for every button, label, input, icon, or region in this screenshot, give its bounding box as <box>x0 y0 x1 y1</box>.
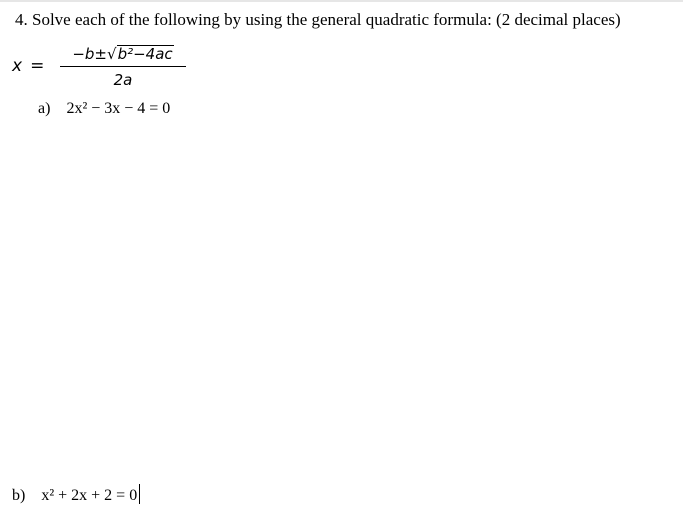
radical-sign: √ <box>107 45 117 63</box>
top-rule <box>0 0 683 2</box>
part-b <box>12 484 140 505</box>
radicand: b²−4ac <box>117 45 173 63</box>
part-a-equation: 2x² − 3x − 4 = 0 <box>66 100 171 117</box>
question-text: 4. Solve each of the following by using the general quadratic formula: (2 decimal places) <box>15 10 621 29</box>
part-a-label: a) <box>38 100 51 117</box>
part-b-equation: x² + 2x + 2 = 0 <box>41 487 138 504</box>
formula-lhs <box>12 56 44 76</box>
part-a <box>38 100 170 118</box>
numerator-prefix: −b± <box>72 45 107 63</box>
part-b-label: b) <box>12 487 26 504</box>
formula-denominator <box>60 71 186 89</box>
fraction-bar <box>60 66 186 67</box>
denominator-text: 2a <box>113 71 133 89</box>
formula-numerator <box>60 44 186 64</box>
text-cursor[interactable] <box>139 484 140 504</box>
formula-fraction <box>60 44 186 89</box>
formula-variable: x <box>12 56 23 76</box>
formula-equals: = <box>30 56 45 76</box>
